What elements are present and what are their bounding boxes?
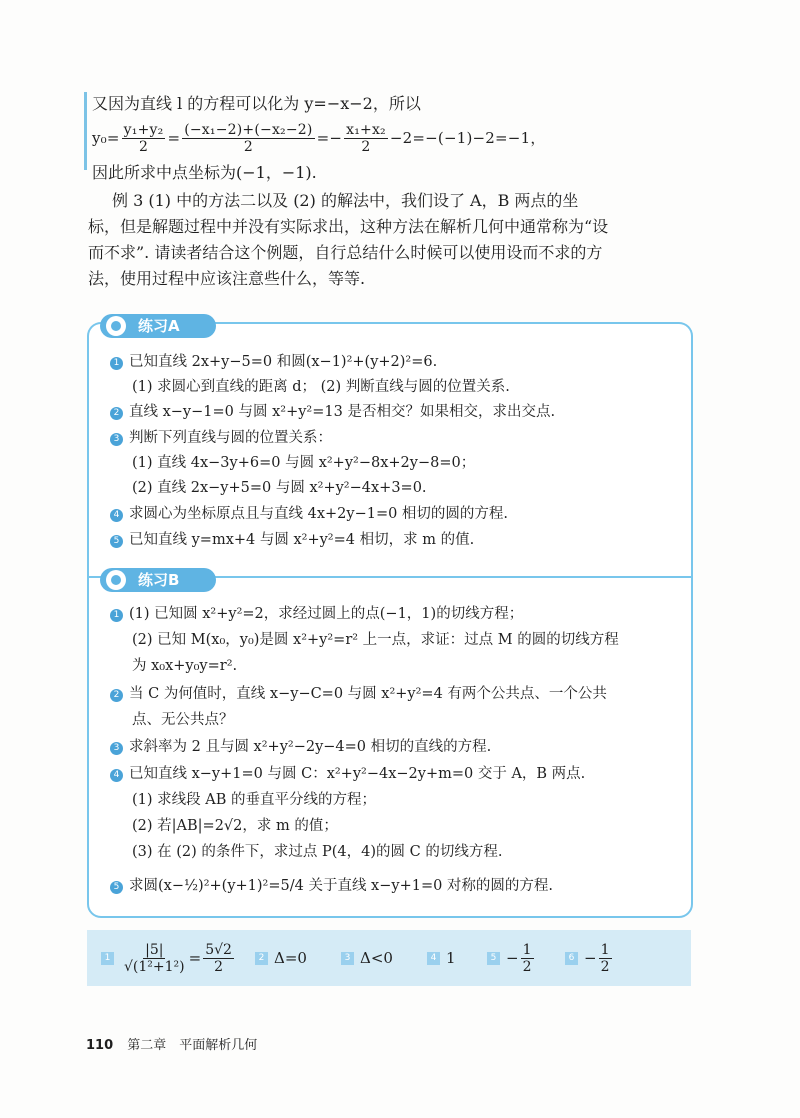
answer-number-badge: 4 — [427, 952, 440, 965]
answer-item — [255, 930, 307, 986]
answer-text: 1 — [446, 949, 456, 967]
paragraph-line: 例 3 (1) 中的方法二以及 (2) 的解法中，我们设了 A，B 两点的坐 — [112, 191, 579, 210]
exercise-text: 当 C 为何值时，直线 x−y−C=0 与圆 x²+y²=4 有两个公共点、一个公共 — [129, 686, 607, 702]
fraction-2 — [182, 122, 314, 155]
fraction-numerator: 1 — [600, 941, 610, 958]
text-line: 又因为直线 l 的方程可以化为 y=−x−2，所以 — [92, 94, 421, 113]
answer-fraction — [521, 942, 534, 975]
exercise-text: 已知直线 y=mx+4 与圆 x²+y²=4 相切，求 m 的值. — [129, 532, 475, 548]
exercise-number-badge: 5 — [110, 881, 123, 894]
answer-sign: − — [584, 949, 597, 967]
exercise-text: 求圆心为坐标原点且与直线 4x+2y−1=0 相切的圆的方程. — [129, 506, 509, 522]
chapter-title: 第二章 平面解析几何 — [127, 1038, 258, 1053]
exercise-line — [110, 604, 523, 624]
fraction-numerator: (−x₁−2)+(−x₂−2) — [184, 121, 313, 138]
exercise-text: 已知直线 2x+y−5=0 和圆(x−1)²+(y+2)²=6. — [129, 354, 438, 370]
exercise-subline: (2) 若|AB|=2√2，求 m 的值； — [132, 818, 338, 834]
fraction-denominator: 2 — [138, 138, 149, 155]
eq-equals: =− — [316, 129, 343, 147]
section-logo-icon — [106, 570, 126, 590]
exercise-number-badge: 2 — [110, 689, 123, 702]
fraction-denominator: 2 — [361, 138, 371, 155]
exercise-text: 直线 x−y−1=0 与圆 x²+y²=13 是否相交？如果相交，求出交点. — [129, 404, 556, 420]
exercise-number-badge: 3 — [110, 433, 123, 446]
answer-text: Δ=0 — [274, 949, 307, 967]
equation-line — [92, 118, 546, 158]
answer-number-badge: 6 — [565, 952, 578, 965]
exercise-number-badge: 4 — [110, 509, 123, 522]
exercise-subline: 为 x₀x+y₀y=r². — [132, 658, 238, 674]
exercise-subline: (1) 直线 4x−3y+6=0 与圆 x²+y²−8x+2y−8=0； — [132, 455, 476, 471]
exercise-subline: (1) 求圆心到直线的距离 d； (2) 判断直线与圆的位置关系. — [132, 379, 510, 395]
exercise-number-badge: 5 — [110, 535, 123, 548]
answer-sign: − — [506, 949, 519, 967]
exercise-text: 求圆(x−½)²+(y+1)²=5/4 关于直线 x−y+1=0 对称的圆的方程. — [129, 878, 554, 894]
answer-fraction — [122, 942, 187, 975]
fraction-3 — [344, 122, 388, 155]
exercise-subline: (3) 在 (2) 的条件下，求过点 P(4，4)的圆 C 的切线方程. — [132, 844, 503, 860]
answer-number-badge: 2 — [255, 952, 268, 965]
text-line: 因此所求中点坐标为(−1，−1). — [92, 163, 317, 182]
exercise-line — [110, 428, 332, 448]
exercise-text: (1) 已知圆 x²+y²=2，求经过圆上的点(−1，1)的切线方程； — [129, 606, 524, 622]
answer-fraction — [203, 942, 234, 975]
answer-item — [427, 930, 456, 986]
answer-strip — [87, 930, 691, 986]
fraction-denominator: 2 — [600, 958, 610, 975]
fraction-numerator: 5√2 — [205, 941, 232, 958]
exercise-text: 求斜率为 2 且与圆 x²+y²−2y−4=0 相切的直线的方程. — [129, 739, 492, 755]
fraction-denominator: 2 — [214, 958, 224, 975]
page-footer — [86, 1034, 257, 1053]
exercise-number-badge: 2 — [110, 407, 123, 420]
exercise-line — [110, 684, 607, 704]
eq-equals: = — [167, 129, 181, 147]
exercise-line — [110, 530, 474, 550]
exercise-line — [110, 876, 553, 896]
exercise-subline: 点、无公共点？ — [132, 712, 234, 728]
eq-start: y₀= — [92, 129, 120, 147]
fraction-1 — [122, 122, 166, 155]
exercise-subline: (1) 求线段 AB 的垂直平分线的方程； — [132, 792, 376, 808]
fraction-numerator: |5| — [145, 941, 164, 958]
answer-item — [101, 930, 236, 986]
page-number: 110 — [86, 1038, 114, 1053]
exercise-line — [110, 737, 491, 757]
exercise-subline: (2) 已知 M(x₀，y₀)是圆 x²+y²=r² 上一点，求证：过点 M 的圆的切线方程 — [132, 632, 619, 648]
practice-b-title: 练习B — [138, 571, 180, 589]
exercise-number-badge: 1 — [110, 357, 123, 370]
answer-item — [341, 930, 393, 986]
exercise-line — [110, 402, 555, 422]
exercise-subline: (2) 直线 2x−y+5=0 与圆 x²+y²−4x+3=0. — [132, 480, 427, 496]
answer-item — [487, 930, 536, 986]
fraction-denominator: 2 — [522, 958, 532, 975]
paragraph-line: 而不求”. 请读者结合这个例题，自行总结什么时候可以使用设而不求的方 — [88, 243, 603, 262]
eq-tail: −2=−(−1)−2=−1， — [389, 129, 546, 147]
fraction-numerator: x₁+x₂ — [346, 121, 386, 138]
answer-number-badge: 3 — [341, 952, 354, 965]
exercise-number-badge: 4 — [110, 769, 123, 782]
answer-number-badge: 1 — [101, 952, 114, 965]
exercise-number-badge: 1 — [110, 609, 123, 622]
exercise-number-badge: 3 — [110, 742, 123, 755]
practice-b-header — [100, 568, 216, 592]
answer-item — [565, 930, 614, 986]
fraction-numerator: 1 — [522, 941, 532, 958]
section-logo-icon — [106, 316, 126, 336]
fraction-denominator: 2 — [243, 138, 253, 155]
exercise-line — [110, 764, 585, 784]
margin-accent-bar — [84, 92, 87, 170]
answer-text: Δ<0 — [360, 949, 393, 967]
paragraph-line: 标，但是解题过程中并没有实际求出，这种方法在解析几何中通常称为“设 — [88, 217, 609, 236]
paragraph-line: 法，使用过程中应该注意些什么，等等. — [88, 269, 366, 288]
exercise-line — [110, 352, 437, 372]
fraction-numerator: y₁+y₂ — [123, 121, 164, 138]
practice-a-header — [100, 314, 216, 338]
exercise-line — [110, 504, 508, 524]
exercise-text: 判断下列直线与圆的位置关系： — [129, 430, 332, 446]
answer-fraction — [599, 942, 612, 975]
answer-number-badge: 5 — [487, 952, 500, 965]
practice-a-title: 练习A — [138, 317, 180, 335]
answer-equals: = — [188, 949, 202, 967]
fraction-denominator: √(1²+1²) — [124, 958, 185, 975]
exercise-text: 已知直线 x−y+1=0 与圆 C：x²+y²−4x−2y+m=0 交于 A，B 两点. — [129, 766, 586, 782]
